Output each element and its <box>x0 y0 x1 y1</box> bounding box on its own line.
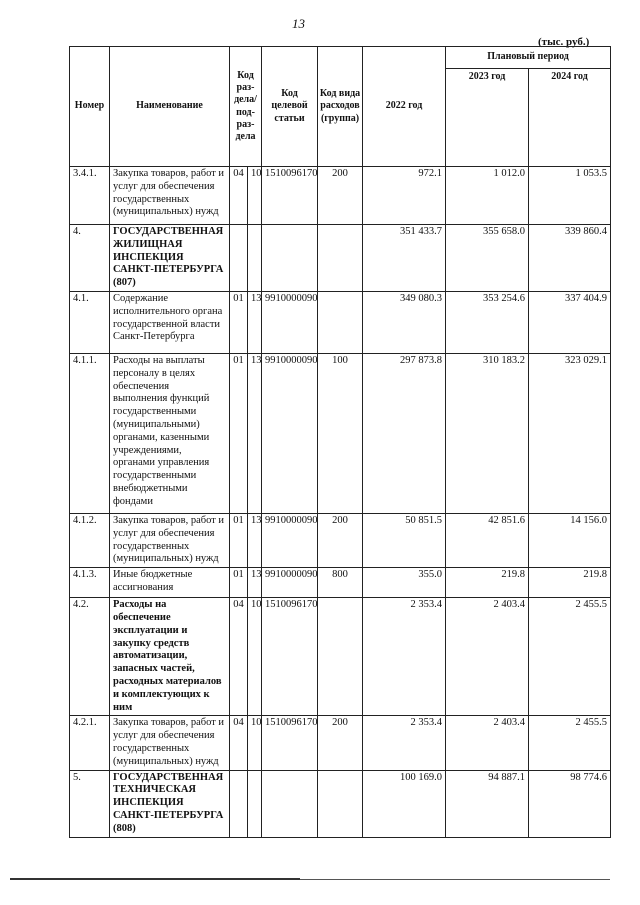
row-target <box>262 225 318 292</box>
row-subsection: 10 <box>248 716 262 770</box>
row-2023: 1 012.0 <box>446 167 529 225</box>
row-2024: 219.8 <box>529 568 611 598</box>
row-2023: 353 254.6 <box>446 291 529 353</box>
row-2022: 972.1 <box>363 167 446 225</box>
row-target: 1510096170 <box>262 716 318 770</box>
row-target: 9910000090 <box>262 291 318 353</box>
row-number: 5. <box>70 770 110 837</box>
row-expense-type: 200 <box>318 513 363 567</box>
row-section <box>230 770 248 837</box>
row-number: 4.2.1. <box>70 716 110 770</box>
page-number: 13 <box>292 16 305 31</box>
row-section: 01 <box>230 513 248 567</box>
row-2024: 337 404.9 <box>529 291 611 353</box>
row-2024: 2 455.5 <box>529 716 611 770</box>
header-name: Наименование <box>110 47 230 167</box>
row-subsection: 13 <box>248 353 262 513</box>
row-2023: 42 851.6 <box>446 513 529 567</box>
row-name: Содержание исполнительного органа государственной власти Санкт-Петербурга <box>110 291 230 353</box>
row-2022: 2 353.4 <box>363 598 446 716</box>
row-2024: 14 156.0 <box>529 513 611 567</box>
row-section <box>230 225 248 292</box>
row-section: 01 <box>230 353 248 513</box>
row-2024: 98 774.6 <box>529 770 611 837</box>
row-name: Иные бюджетные ассигнования <box>110 568 230 598</box>
footer-rule <box>10 878 300 880</box>
row-target: 1510096170 <box>262 167 318 225</box>
row-subsection: 10 <box>248 598 262 716</box>
row-expense-type: 200 <box>318 716 363 770</box>
row-name: Закупка товаров, работ и услуг для обеспечения государственных (муниципальных) нужд <box>110 167 230 225</box>
header-expense-type: Код вида расходов (группа) <box>318 47 363 167</box>
header-target: Код целевой статьи <box>262 47 318 167</box>
table-row <box>70 513 611 567</box>
table-row <box>70 167 611 225</box>
row-name: Закупка товаров, работ и услуг для обеспечения государственных (муниципальных) нужд <box>110 513 230 567</box>
row-expense-type <box>318 598 363 716</box>
row-target: 9910000090 <box>262 353 318 513</box>
table-row <box>70 598 611 716</box>
row-section: 04 <box>230 167 248 225</box>
table-row <box>70 770 611 837</box>
row-target: 9910000090 <box>262 568 318 598</box>
header-planning-period: Плановый период <box>446 47 611 69</box>
row-expense-type: 800 <box>318 568 363 598</box>
row-expense-type <box>318 291 363 353</box>
row-subsection: 13 <box>248 291 262 353</box>
row-subsection: 13 <box>248 513 262 567</box>
row-target: 1510096170 <box>262 598 318 716</box>
row-2023: 94 887.1 <box>446 770 529 837</box>
row-name: ГОСУДАРСТВЕННАЯ ЖИЛИЩНАЯ ИНСПЕКЦИЯ САНКТ-ПЕТЕРБУРГА (807) <box>110 225 230 292</box>
row-2023: 219.8 <box>446 568 529 598</box>
row-number: 4.1. <box>70 291 110 353</box>
row-section: 01 <box>230 568 248 598</box>
header-2024: 2024 год <box>529 69 611 167</box>
row-2024: 2 455.5 <box>529 598 611 716</box>
header-2022: 2022 год <box>363 47 446 167</box>
row-expense-type: 100 <box>318 353 363 513</box>
table-row <box>70 291 611 353</box>
row-name: Расходы на обеспечение эксплуатации и закупку средств автоматизации, запасных частей, расходных материалов и комплектующих к ним <box>110 598 230 716</box>
row-2022: 100 169.0 <box>363 770 446 837</box>
row-section: 04 <box>230 716 248 770</box>
row-2022: 351 433.7 <box>363 225 446 292</box>
row-2022: 297 873.8 <box>363 353 446 513</box>
header-number: Номер <box>70 47 110 167</box>
row-expense-type <box>318 225 363 292</box>
row-number: 4.1.1. <box>70 353 110 513</box>
row-2022: 355.0 <box>363 568 446 598</box>
row-section: 04 <box>230 598 248 716</box>
row-2024: 323 029.1 <box>529 353 611 513</box>
table-row <box>70 568 611 598</box>
row-expense-type <box>318 770 363 837</box>
row-expense-type: 200 <box>318 167 363 225</box>
row-name: Расходы на выплаты персоналу в целях обеспечения выполнения функций государственными (муниципальными) органами, казенными учреждениями, органами управления государственными внебюджетными фондами <box>110 353 230 513</box>
row-number: 4. <box>70 225 110 292</box>
row-2022: 2 353.4 <box>363 716 446 770</box>
table-row <box>70 353 611 513</box>
row-number: 4.1.2. <box>70 513 110 567</box>
row-target <box>262 770 318 837</box>
row-subsection <box>248 770 262 837</box>
row-subsection: 13 <box>248 568 262 598</box>
row-name: Закупка товаров, работ и услуг для обеспечения государственных (муниципальных) нужд <box>110 716 230 770</box>
table-row <box>70 716 611 770</box>
row-name: ГОСУДАРСТВЕННАЯ ТЕХНИЧЕСКАЯ ИНСПЕКЦИЯ САНКТ-ПЕТЕРБУРГА (808) <box>110 770 230 837</box>
table-row <box>70 225 611 292</box>
header-2023: 2023 год <box>446 69 529 167</box>
units-label: (тыс. руб.) <box>538 36 590 48</box>
row-2022: 50 851.5 <box>363 513 446 567</box>
row-subsection: 10 <box>248 167 262 225</box>
row-2024: 1 053.5 <box>529 167 611 225</box>
row-number: 4.2. <box>70 598 110 716</box>
row-2023: 2 403.4 <box>446 598 529 716</box>
row-number: 3.4.1. <box>70 167 110 225</box>
footer-rule-thin <box>300 879 610 880</box>
row-section: 01 <box>230 291 248 353</box>
header-section: Код раз-дела/ под-раз-дела <box>230 47 262 167</box>
budget-table <box>69 46 611 838</box>
row-target: 9910000090 <box>262 513 318 567</box>
row-2023: 355 658.0 <box>446 225 529 292</box>
row-2023: 2 403.4 <box>446 716 529 770</box>
row-2022: 349 080.3 <box>363 291 446 353</box>
row-2024: 339 860.4 <box>529 225 611 292</box>
row-2023: 310 183.2 <box>446 353 529 513</box>
table-body <box>70 167 611 838</box>
row-subsection <box>248 225 262 292</box>
row-number: 4.1.3. <box>70 568 110 598</box>
